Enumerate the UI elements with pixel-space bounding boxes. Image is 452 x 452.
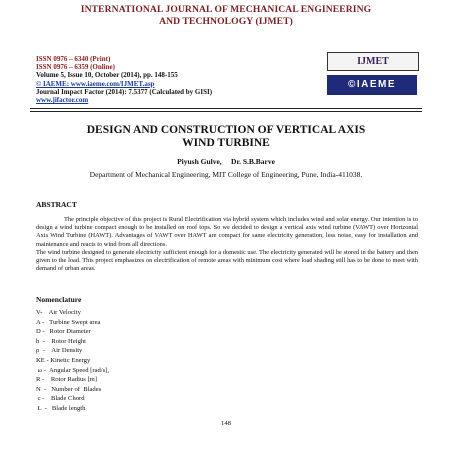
nomenclature-list — [36, 308, 256, 414]
iaeme-link[interactable]: © IAEME: www.iaeme.com/IJMET.asp — [36, 79, 155, 88]
header-rule-bottom — [30, 111, 422, 112]
issn-print: ISSN 0976 – 6340 (Print) — [36, 55, 111, 63]
journal-title-line2: AND TECHNOLOGY (IJMET) — [159, 16, 293, 27]
nomenclature-item: A - Turbine Swept area — [36, 318, 101, 326]
nomenclature-item: N - Number of Blades — [36, 385, 102, 393]
issn-online: ISSN 0976 – 6359 (Online) — [36, 63, 115, 72]
header-rule-top — [30, 108, 422, 109]
volume-info: Volume 5, Issue 10, October (2014), pp. 148-155 — [36, 71, 178, 80]
journal-title-line1: INTERNATIONAL JOURNAL OF MECHANICAL ENGINEERING — [80, 4, 372, 15]
nomenclature-item: D - Rotor Diameter — [36, 328, 91, 336]
authors: Piyush Gulve, Dr. S.B.Barve — [177, 157, 275, 166]
abstract-body — [36, 216, 418, 273]
nomenclature-item: c - Blade Chord — [36, 395, 85, 403]
abstract-paragraph-1: The principle objective of this project is Rural Electrification via hybrid system which includes wind and solar energy. Our intention is to design a wind turbine compact enough to be installed on roof tops. So we decided to design a vertical axis wind turbine (VAWT) over Horizontal Axis Wind Turbine (HAWT). Advantages of VAWT over HAWT are compact for same electricity generation, less noise, easy for installation and maintenance and reacts to wind from all directions. — [36, 216, 418, 248]
ijmet-logo: IJMET — [327, 52, 419, 71]
journal-meta — [36, 55, 276, 104]
affiliation: Department of Mechanical Engineering, MIT College of Engineering, Pune, India-411038. — [89, 170, 363, 179]
paper-title — [40, 124, 412, 150]
impact-factor: Journal Impact Factor (2014): 7.5377 (Calculated by GISI) — [36, 87, 213, 96]
paper-title-line1: DESIGN AND CONSTRUCTION OF VERTICAL AXIS — [86, 124, 366, 136]
nomenclature-item: L - Blade length — [36, 404, 86, 412]
nomenclature-item: KE - Kinetic Energy — [36, 356, 91, 364]
nomenclature-item: R - Rotor Radius [m] — [36, 376, 97, 384]
website-link[interactable]: www.jifactor.com — [36, 96, 89, 105]
nomenclature-item: ρ - Air Density — [36, 347, 83, 355]
page-number: 148 — [221, 420, 231, 427]
nomenclature-heading: Nomenclature — [36, 295, 82, 304]
nomenclature-item: V- Air Velocity — [36, 309, 81, 316]
abstract-paragraph-2: The wind turbine designed to generate electricity sufficient enough for a domestic use. The electricity generated will be stored in the battery and then given to the load. This project emphasizes on electrification of remote areas with minimum cost where load shading still has to be done to meet with demand of urban areas. — [36, 248, 418, 273]
nomenclature-item: ω - Angular Speed [rad/s], — [36, 366, 110, 374]
paper-title-line2: WIND TURBINE — [182, 137, 270, 149]
abstract-heading: ABSTRACT — [36, 200, 77, 209]
iaeme-logo: ©IAEME — [327, 75, 417, 95]
journal-title — [30, 4, 422, 28]
nomenclature-item: h - Rotor Height — [36, 337, 86, 345]
